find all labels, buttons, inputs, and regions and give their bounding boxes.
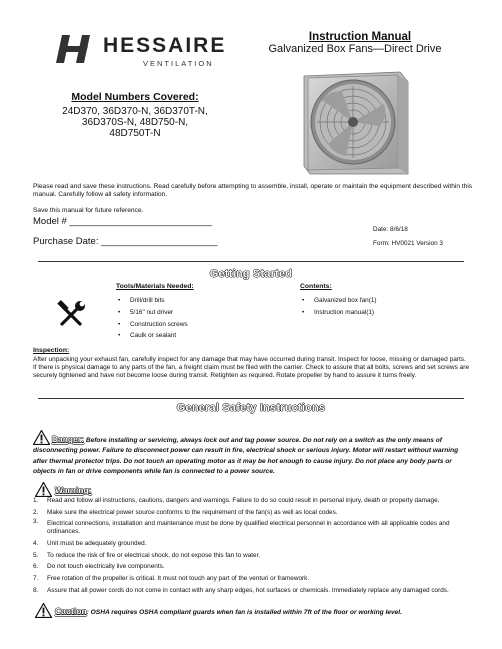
save-note: Save this manual for future reference. [33, 207, 144, 214]
divider [38, 261, 464, 262]
models-covered [56, 91, 214, 149]
list-item: • Galvanized box fan(1) [300, 295, 377, 307]
form-number: Form: HV0021 Version 3 [373, 240, 443, 247]
list-item: • Instruction manual(1) [300, 307, 377, 319]
models-title: Model Numbers Covered: [71, 91, 199, 103]
list-item: 7. Free rotation of the propeller is critical. It must not touch any part of the venturi or framework. [33, 574, 310, 582]
divider [38, 398, 464, 399]
list-item: 2. Make sure the electrical power source conforms to the requirement of the fan(s) as well as local codes. [33, 508, 338, 516]
caution-text: : OSHA requires OSHA compliant guards when fan is installed within 7ft of the floor or working level. [86, 609, 402, 616]
warning-triangle-icon [35, 603, 52, 618]
hessaire-logo-icon [56, 33, 96, 65]
contents-list [300, 295, 377, 319]
document-date: Date: 8/6/18 [373, 226, 408, 233]
list-item: • Caulk or sealant [116, 330, 188, 342]
intro-text: Please read and save these instructions. Read carefully before attempting to assemble, install, operate or maintain the equipment described within this manual. Carefully follow all safety information. [33, 183, 473, 199]
list-item: 8. Assure that all power cords do not come in contact with any sharp edges, hot surfaces or chemicals. Immediately replace any damaged cords. [33, 586, 449, 594]
list-item: 4. Unit must be adequately grounded. [33, 540, 147, 548]
list-item: 5. To reduce the risk of fire or electrical shock, do not expose this fan to water. [33, 551, 261, 559]
tools-icon [56, 300, 86, 330]
tools-list [116, 295, 188, 342]
box-fan-image [300, 70, 410, 176]
manual-subtitle: Galvanized Box Fans—Direct Drive [268, 43, 442, 55]
danger-text: Before installing or servicing, always lock out and tag power source. Do not rely on a switch as the only means of disconnecting power. Failure to disconnect power can result in fire, electrical shock or serious injury. Motor will restart without warning after thermal protector trips. Do not touch an operating motor as it may be hot enough to cause injury. Do not place any body parts or objects in fan or drive components while fan is connected to a power source. [33, 437, 459, 476]
warning-label: Warning: [55, 485, 92, 495]
caution-notice [55, 606, 402, 616]
inspection-heading: Inspection: [33, 347, 70, 354]
danger-label: Danger: [51, 434, 84, 444]
warnings-list [33, 495, 473, 596]
manual-title: Instruction Manual [308, 31, 412, 43]
section-title-getting-started: Getting Started [209, 268, 293, 280]
purchase-date-field: Purchase Date: ______________________ [33, 236, 218, 247]
list-item: • Construction screws [116, 319, 188, 331]
contents-heading: Contents: [300, 283, 332, 290]
model-number-field: Model # ___________________________ [33, 216, 213, 227]
list-item: 3. Electrical connections, installation and maintenance must be done by qualified electrical personnel in accordance with all applicable codes and ordinances. [33, 518, 450, 536]
list-item: 6. Do not touch electrically live components. [33, 563, 165, 571]
warning-triangle-icon [33, 430, 50, 445]
section-title-safety: General Safety Instructions [176, 402, 326, 414]
models-line: 24D370, 36D370-N, 36D370T-N, [62, 106, 208, 117]
models-line: 36D370S-N, 48D750-N, [81, 117, 189, 128]
brand-subtitle: VENTILATION [143, 59, 214, 68]
caution-label: Caution [55, 606, 87, 616]
models-line: 48D750T-N [109, 128, 161, 139]
danger-notice [33, 430, 473, 478]
list-item: • Drill/drill bits [116, 295, 188, 307]
tools-heading: Tools/Materials Needed: [116, 283, 194, 290]
list-item: 1. Read and follow all instructions, cautions, dangers and warnings. Failure to do so could result in personal injury, death or property damage. [33, 497, 440, 504]
list-item: • 5/16" nut driver [116, 307, 188, 319]
inspection-text: After unpacking your exhaust fan, carefully inspect for any damage that may have occurred during transit. Inspect for loose, missing or damaged parts. If there is physical damage to any parts of the fan, a freight claim must be filed with the carrier. Check to assure that all bolts, screws and set screws are securely tightened and have not become loose during transit. Retighten as required. Rotate propeller by hand to assure it turns freely. [33, 356, 470, 380]
brand-name: HESSAIRE [103, 34, 227, 57]
